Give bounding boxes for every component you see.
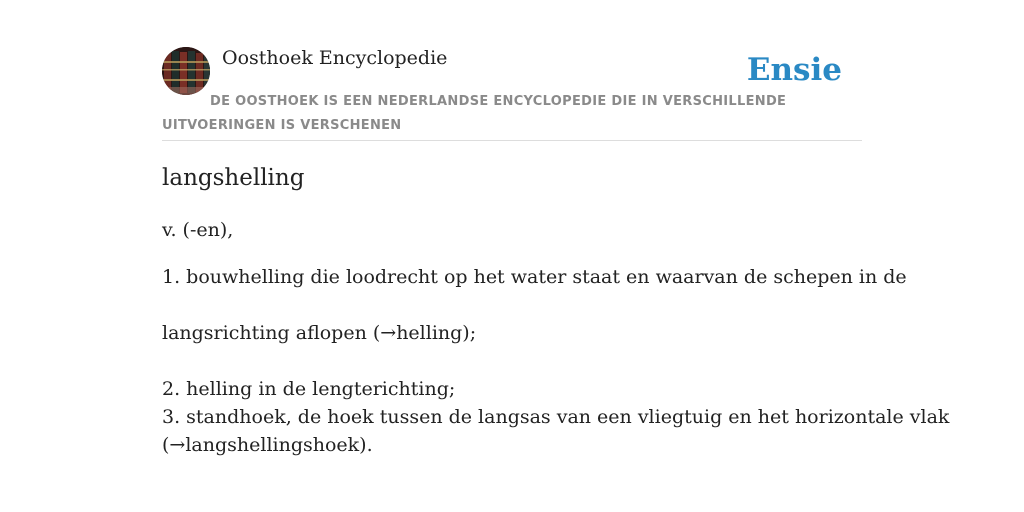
definition-line: langsrichting aflopen (→helling); — [162, 322, 477, 344]
definition-line: 1. bouwhelling die loodrecht op het water staat en waarvan de schepen in de — [162, 266, 907, 288]
source-title-link[interactable]: Oosthoek Encyclopedie — [222, 47, 448, 69]
entry-content — [162, 160, 950, 456]
source-avatar[interactable] — [162, 47, 210, 95]
definition-line: 2. helling in de lengterichting; — [162, 378, 456, 400]
book-spines-icon — [162, 47, 210, 95]
source-description: DE OOSTHOEK IS EEN NEDERLANDSE ENCYCLOPEDIE DIE IN VERSCHILLENDE UITVOERINGEN IS VERSCHENEN — [162, 94, 787, 133]
definition-line: 3. standhoek, de hoek tussen de langsas van een vliegtuig en het horizontale vlak — [162, 406, 950, 428]
entry-grammar: v. (-en), — [162, 219, 234, 241]
ensie-logo-link[interactable]: Ensie — [746, 52, 842, 88]
source-header — [162, 44, 862, 141]
definition-line: (→langshellingshoek). — [162, 434, 373, 456]
entry-term: langshelling — [162, 165, 305, 191]
